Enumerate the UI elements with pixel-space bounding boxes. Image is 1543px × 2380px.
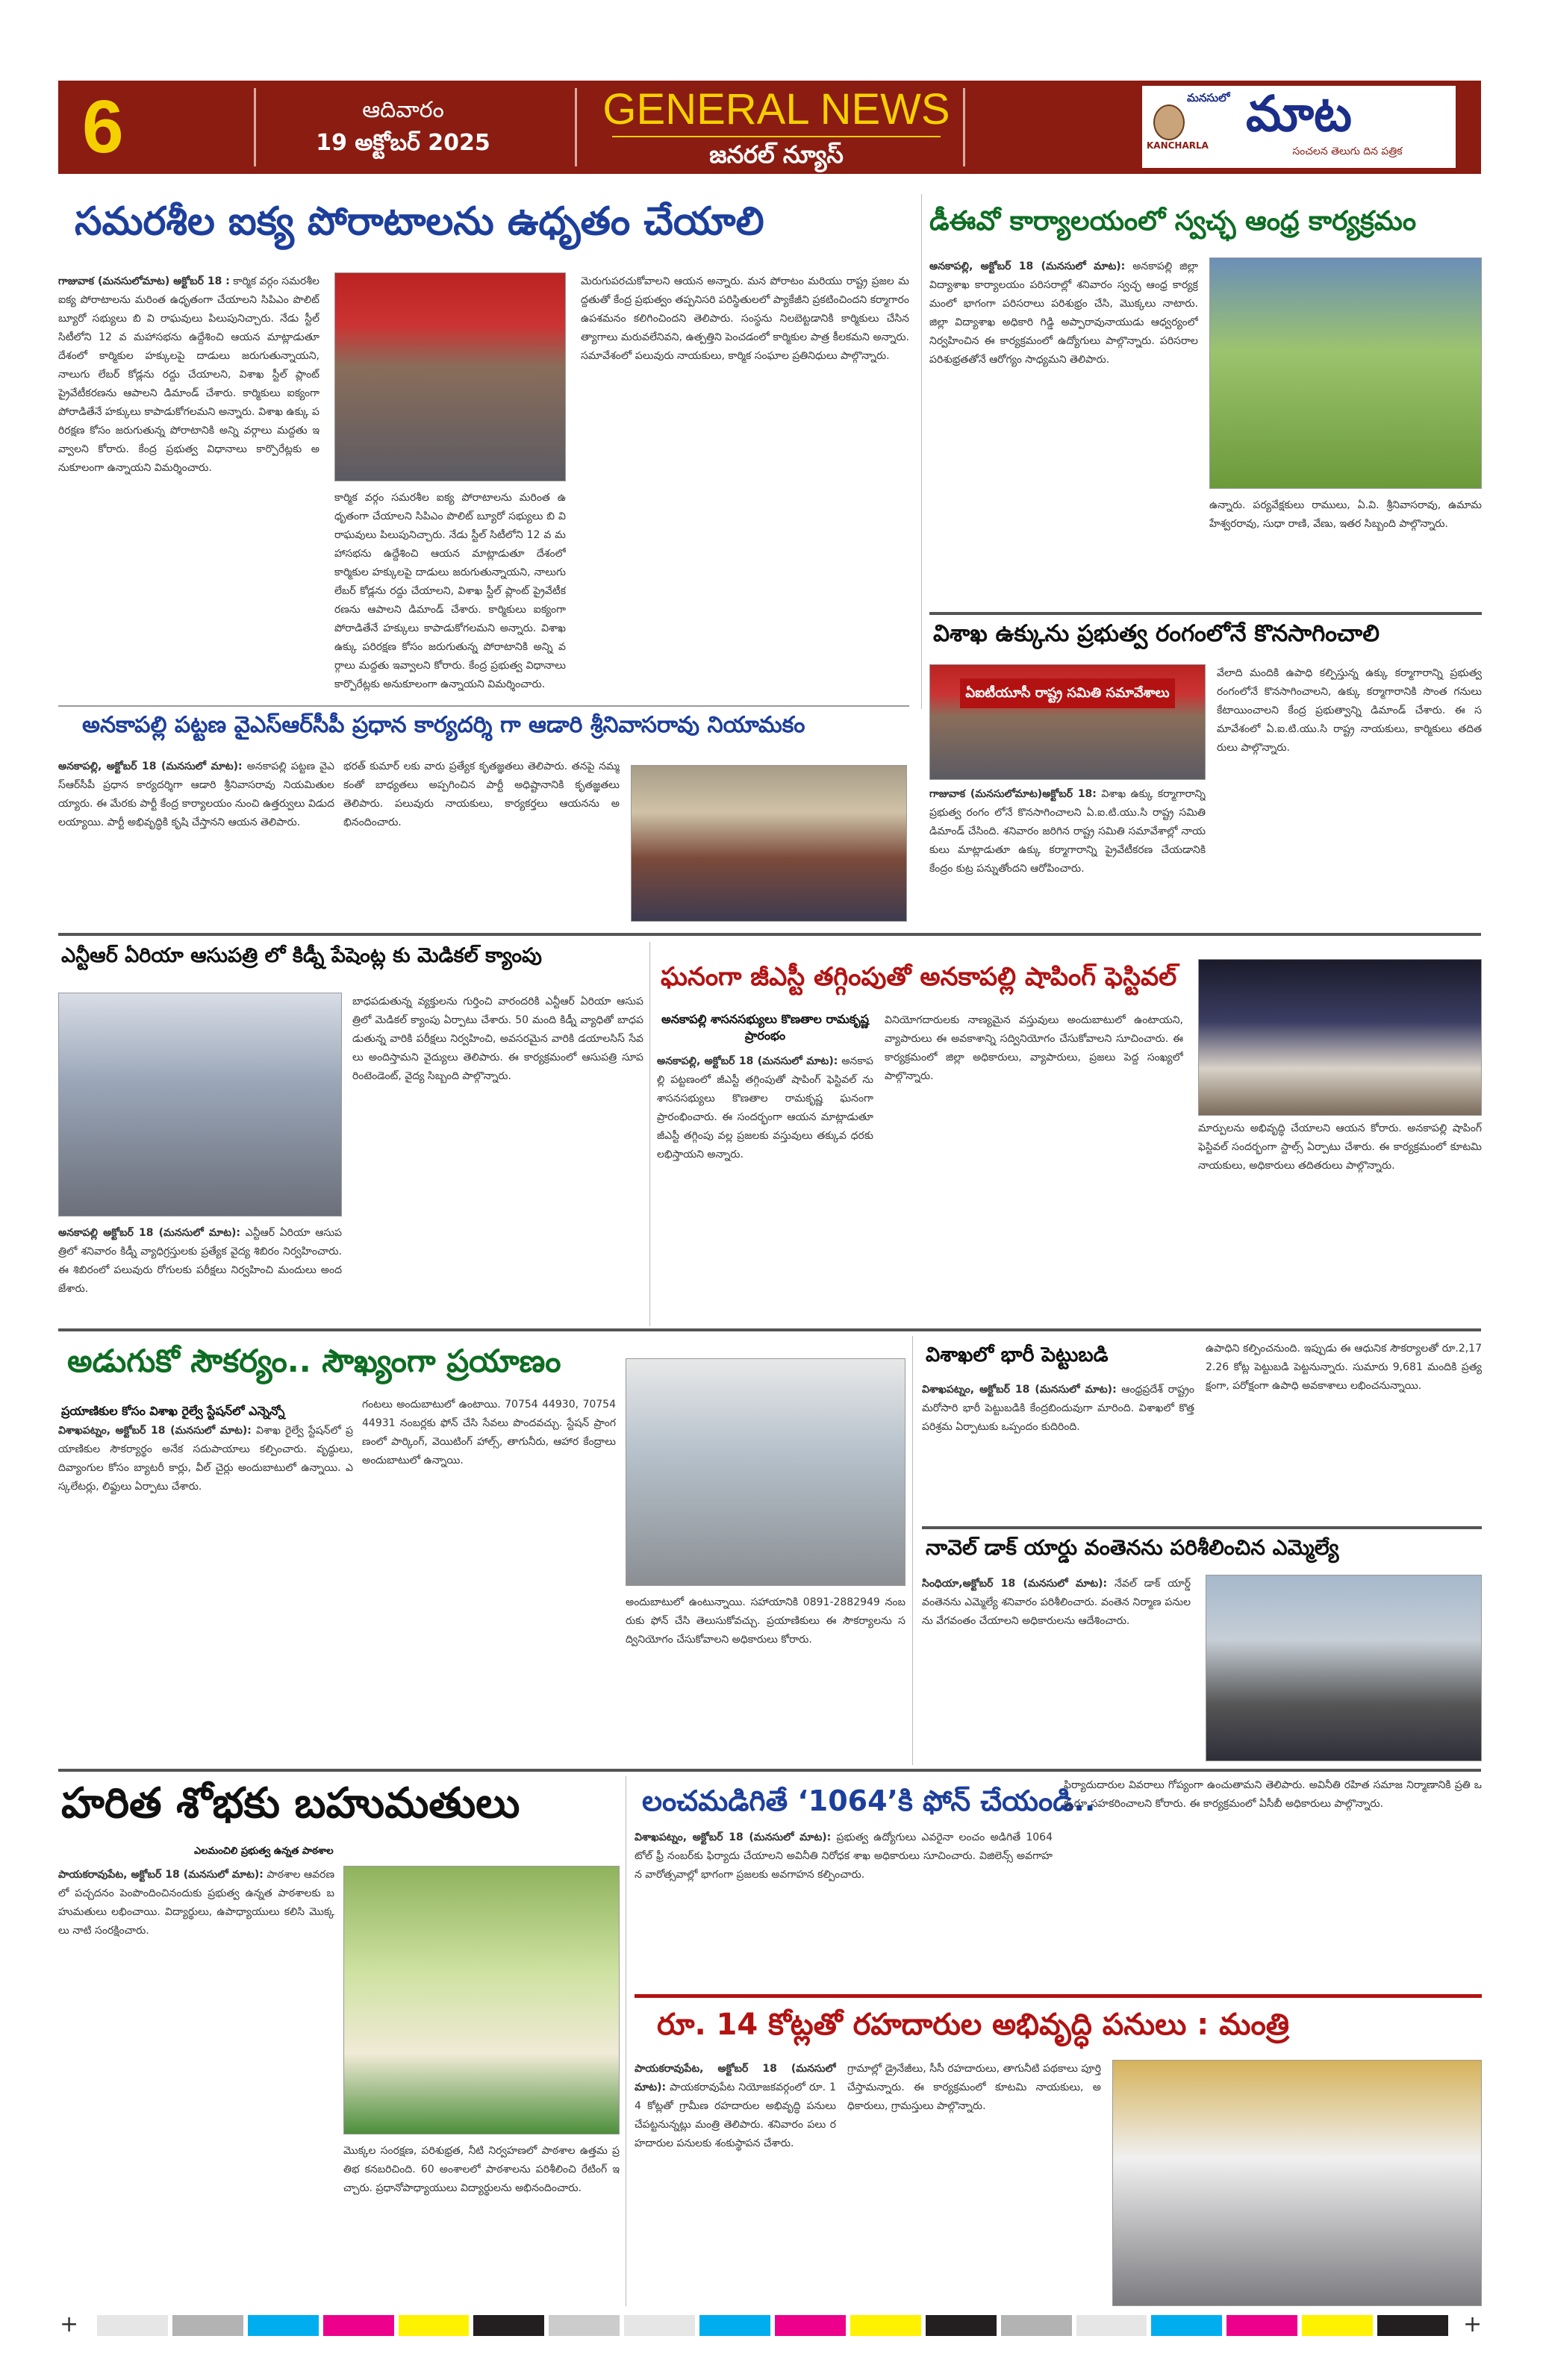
article-text: ఉన్నారు. పర్యవేక్షకులు రాములు, ఏ.వి. శ్రీనివాసరావు, ఉమామహేశ్వరరావు, సుధా రాణి, వేణు, ఇతర సిబ్బంది పాల్గొన్నారు. — [1209, 499, 1482, 530]
swatch — [97, 2315, 168, 2336]
article-text: మెరుగుపరచుకోవాలని ఆయన అన్నారు. మన పోరాటం మరియు రాష్ట్ర ప్రజల మద్దతుతో కేంద్ర ప్రభుత్వం తప్పనిసరి పరిస్థితులలో ప్యాకేజీని ప్రకటించిందని కర్మాగారం ఉపశమనం కలిగించిందని తెలిపారు. సంస్థను నిలబెట్టడానికి కార్మికులు చేసిన త్యాగాలు మరువలేనివని, ఉత్పత్తిని పెంచడంలో కార్మికుల పాత్ర కీలకమని అన్నారు. సమావేశంలో పలువురు నాయకులు, కార్మిక సంఘాల ప్రతినిధులు పాల్గొన్నారు. — [581, 275, 909, 362]
dateline: పాయకరావుపేట, అక్టోబర్ 18 (మనసులో మాట): — [58, 1869, 264, 1881]
article-text: పాఠశాల ఆవరణలో పచ్చదనం పెంపొందించినందుకు ప్రభుత్వ ఉన్నత పాఠశాలకు బహుమతులు లభించాయి. విద్యార్థులు, ఉపాధ్యాయులు కలిసి మొక్కలు నాటి సంరక్షించారు. — [58, 1869, 334, 1937]
article-cleanliness-cont — [1209, 496, 1482, 608]
weekday: ఆదివారం — [362, 97, 444, 123]
greenery-subhead: ఎలమంచిలి ప్రభుత్వ ఉన్నత పాఠశాల — [194, 1846, 334, 1857]
swatch — [1151, 2315, 1222, 2336]
article-struggles-right — [581, 272, 909, 713]
dateline: విశాఖపట్నం, అక్టోబర్ 18 (మనసులో మాట): — [635, 1831, 832, 1843]
dateline: గాజువాక (మనసులోమాట) అక్టోబర్ 18 : — [58, 275, 230, 287]
article-text: అనకాపల్లి పట్టణ వైఎస్ఆర్‌సీపీ ప్రధాన కార్యదర్శిగా ఆడారి శ్రీనివాసరావు నియమితులయ్యారు. ఈ మేరకు పార్టీ కేంద్ర కార్యాలయం నుంచి ఉత్తర్వులు విడుదలయ్యాయి. పార్టీ అభివృద్ధికి కృషి చేస్తానని ఆయన తెలిపారు. — [58, 760, 334, 828]
article-text: అందుబాటులో ఉంటున్నాయి. సహాయానికి 0891-2882949 నంబరుకు ఫోన్ చేసి తెలుసుకోవచ్చు. ప్రయాణికులు ఈ సౌకర్యాలను సద్వినియోగం చేసుకోవాలని అధికారులు కోరారు. — [626, 1596, 905, 1646]
article-railway-mid — [362, 1396, 616, 1765]
article-roads-left — [635, 2060, 836, 2306]
page-number: 6 — [82, 85, 124, 169]
article-corruption-right — [1064, 1776, 1482, 1989]
article-text: అనకాపల్లి పట్టణంలో జీఎస్టీ తగ్గింపుతో షాపింగ్ ఫెస్టివల్ ను శాసనసభ్యులు కొణతాల రామకృష్ణ ఘనంగా ప్రారంభించారు. ఈ సందర్భంగా ఆయన మాట్లాడుతూ జీఎస్టీ తగ్గింపు వల్ల ప్రజలకు వస్తువులు తక్కువ ధరకు లభిస్తాయని అన్నారు. — [657, 1055, 873, 1161]
column-divider — [649, 942, 650, 1326]
photo-shopping-festival — [1198, 959, 1482, 1116]
article-text: ఎన్టీఆర్ ఏరియా ఆసుపత్రిలో శనివారం కిడ్నీ వ్యాధిగ్రస్తులకు ప్రత్యేక వైద్య శిబిరం నిర్వహించారు. ఈ శిబిరంలో పలువురు రోగులకు పరీక్షలు నిర్వహించి మందులు అందజేశారు. — [58, 1227, 342, 1295]
headline-kidney: ఎన్టీఆర్ ఏరియా ఆసుపత్రి లో కిడ్నీ పేషెంట్ల కు మెడికల్ క్యాంపు — [61, 944, 542, 967]
dateline: అనకాపల్లి అక్టోబర్ 18 (మనసులో మాట): — [58, 1227, 241, 1239]
section-rule — [929, 612, 1482, 615]
article-kidney-left — [58, 1224, 342, 1321]
swatch — [1226, 2315, 1297, 2336]
logo-tagline: సంచలన తెలుగు దిన పత్రిక — [1292, 146, 1403, 157]
article-text: విశాఖ రైల్వే స్టేషన్‌లో ప్రయాణికుల సౌకర్యార్థం అనేక సదుపాయాలు కల్పించారు. వృద్ధులు, దివ్యాంగుల కోసం బ్యాటరీ కార్లు, వీల్ చైర్లు అందుబాటులో ఉన్నాయి. ఎస్కలేటర్లు, లిఫ్టులు ఏర్పాటు చేశారు. — [58, 1425, 353, 1493]
railway-subhead: ప్రయాణికుల కోసం విశాఖ రైల్వే స్టేషన్‌లో ఎన్నెన్నో — [61, 1404, 285, 1418]
article-text: ప్రభుత్వ ఉద్యోగులు ఎవరైనా లంచం అడిగితే 1064 టోల్ ఫ్రీ నంబర్‌కు ఫిర్యాదు చేయాలని అవినీతి నిరోధక శాఖ అధికారులు సూచించారు. విజిలెన్స్ అవగాహన వారోత్సవాల్లో భాగంగా ప్రజలకు అవగాహన కల్పించారు. — [635, 1831, 1053, 1881]
dateline: సింధియా,అక్టోబర్ 18 (మనసులో మాట): — [922, 1578, 1108, 1590]
article-text: మొక్కల సంరక్షణ, పరిశుభ్రత, నీటి నిర్వహణలో పాఠశాల ఉత్తమ ప్రతిభ కనబరిచింది. 60 అంశాలలో పాఠశాలను పరిశీలించి రేటింగ్ ఇచ్చారు. ప్రధానోపాధ్యాయులు విద్యార్థులను అభినందించారు. — [343, 2145, 620, 2194]
article-text: వినియోగదారులకు నాణ్యమైన వస్తువులు అందుబాటులో ఉంటాయని, వ్యాపారులు ఈ అవకాశాన్ని సద్వినియోగం చేసుకోవాలని సూచించారు. ఈ కార్యక్రమంలో జిల్లా అధికారులు, వ్యాపారులు, ప్రజలు పెద్ద సంఖ్యలో పాల్గొన్నారు. — [885, 1014, 1183, 1082]
article-gst-right — [1198, 1119, 1482, 1321]
article-gst-left — [657, 1052, 873, 1321]
article-text: కార్మిక వర్గం సమరశీల ఐక్య పోరాటాలను మరింత ఉధృతంగా చేయాలని సిపిఎం పొలిట్ బ్యూరో సభ్యులు బి వి రాఘవులు పిలుపునిచ్చారు. నేడు స్టీల్ సిటీలోని 12 వ మహాసభను ఉద్దేశించి ఆయన మాట్లాడుతూ దేశంలో కార్మికుల హక్కులపై దాడులు జరుగుతున్నాయని, నాలుగు లేబర్ కోడ్లను రద్దు చేయాలని, విశాఖ స్టీల్ ప్లాంట్ ప్రైవేటీకరణను ఆపాలని డిమాండ్ చేశారు. కార్మికులు ఐక్యంగా పోరాడితేనే హక్కులు కాపాడుకోగలమని అన్నారు. విశాఖ ఉక్కు పరిరక్షణ కోసం జరుగుతున్న పోరాటానికి అన్ని వర్గాలు మద్దతు ఇవ్వాలని కోరారు. కేంద్ర ప్రభుత్వ విధానాలు కార్పొరేట్లకు అనుకూలంగా ఉన్నాయని విమర్శించారు. — [334, 492, 566, 690]
headline-appointment: అనకాపల్లి పట్టణ వైఎస్ఆర్‌సీపీ ప్రధాన కార్యదర్శి గా ఆడారి శ్రీనివాసరావు నియామకం — [82, 712, 805, 738]
section-rule — [58, 933, 1481, 936]
photo-conference-hall — [334, 272, 566, 481]
article-greenery-left — [58, 1866, 334, 2306]
article-railway-left — [58, 1422, 353, 1765]
article-struggles-mid — [334, 489, 566, 713]
headline-naval: నావెల్ డాక్ యార్డు వంతెనను పరిశీలించిన ఎమ్మెల్యే — [926, 1535, 1339, 1560]
section-title-rule — [612, 136, 941, 137]
swatch — [775, 2315, 846, 2336]
dateline: పాయకరావుపేట, అక్టోబర్ 18 (మనసులో మాట): — [635, 2063, 836, 2093]
headline-gst-festival: ఘనంగా జీఎస్టీ తగ్గింపుతో అనకాపల్లి షాపింగ్ ఫెస్టివల్ — [661, 962, 1177, 992]
color-calibration-strip — [97, 2315, 1448, 2336]
article-investment-right — [1206, 1340, 1482, 1522]
swatch — [926, 2315, 997, 2336]
article-text: విశాఖ ఉక్కు కర్మాగారాన్ని ప్రభుత్వ రంగం లోనే కొనసాగించాలని ఏ.ఐ.టి.యు.సి రాష్ట్ర సమితి డిమాండ్ చేసింది. శనివారం జరిగిన రాష్ట్ర సమితి సమావేశాల్లో నాయకులు మాట్లాడుతూ ఉక్కు కర్మాగారాన్ని ప్రైవేటీకరణ చేయడానికి కేంద్రం కుట్ర పన్నుతోందని ఆరోపించారు. — [929, 788, 1206, 875]
article-appointment-left — [58, 758, 334, 929]
swatch — [172, 2315, 243, 2336]
swatch — [1001, 2315, 1072, 2336]
gst-subhead: అనకాపల్లి శాసనసభ్యులు కొణతాల రామకృష్ణ ప్రారంభం — [661, 1012, 870, 1043]
photo-battery-car — [626, 1358, 905, 1586]
section-rule — [58, 705, 909, 707]
swatch — [699, 2315, 770, 2336]
swatch — [1377, 2315, 1448, 2336]
section-title-telugu: జనరల్ న్యూస్ — [709, 140, 844, 169]
article-text: కార్మిక వర్గం సమరశీల ఐక్య పోరాటాలను మరింత ఉధృతంగా చేయాలని సిపిఎం పొలిట్ బ్యూరో సభ్యులు బి వి రాఘవులు పిలుపునిచ్చారు. నేడు స్టీల్ సిటీలోని 12 వ మహాసభను ఉద్దేశించి ఆయన మాట్లాడుతూ దేశంలో కార్మికుల హక్కులపై దాడులు జరుగుతున్నాయని, నాలుగు లేబర్ కోడ్లను రద్దు చేయాలని, విశాఖ స్టీల్ ప్లాంట్ ప్రైవేటీకరణను ఆపాలని డిమాండ్ చేశారు. కార్మికులు ఐక్యంగా పోరాడితేనే హక్కులు కాపాడుకోగలమని అన్నారు. విశాఖ ఉక్కు పరిరక్షణ కోసం జరుగుతున్న పోరాటానికి అన్ని వర్గాలు మద్దతు ఇవ్వాలని కోరారు. కేంద్ర ప్రభుత్వ విధానాలు కార్పొరేట్లకు అనుకూలంగా ఉన్నాయని విమర్శించారు. — [58, 275, 319, 474]
dateline: విశాఖపట్నం, అక్టోబర్ 18 (మనసులో మాట): — [58, 1425, 252, 1437]
logo-place: KANCHARLA — [1147, 140, 1209, 151]
headline-steel: విశాఖ ఉక్కును ప్రభుత్వ రంగంలోనే కొనసాగించాలి — [933, 620, 1380, 647]
headline-investment: విశాఖలో భారీ పెట్టుబడి — [926, 1343, 1109, 1367]
column-divider — [921, 194, 922, 709]
logo-small-text: మనసులో — [1187, 91, 1230, 104]
article-naval-left — [922, 1575, 1191, 1761]
masthead-divider — [254, 88, 256, 166]
photo-aituc-meeting — [929, 664, 1206, 780]
masthead-divider — [575, 88, 577, 166]
article-text: మార్పులను అభివృద్ధి చేయాలని ఆయన కోరారు. అనకాపల్లి షాపింగ్ ఫెస్టివల్ సందర్భంగా స్టాల్స్ ఏర్పాటు చేశారు. ఈ కార్యక్రమంలో కూటమి నాయకులు, అధికారులు తదితరులు పాల్గొన్నారు. — [1198, 1122, 1482, 1172]
founder-portrait-icon — [1153, 104, 1185, 140]
section-title-english: GENERAL NEWS — [602, 85, 950, 134]
section-rule — [635, 1994, 1482, 1998]
article-appointment-right — [343, 758, 620, 929]
article-text: భరత్ కుమార్ లకు వారు ప్రత్యేక కృతజ్ఞతలు తెలిపారు. తనపై నమ్మకంతో బాధ్యతలు అప్పగించిన పార్టీ అధిష్టానానికి కృతజ్ఞతలు తెలిపారు. పలువురు నాయకులు, కార్యకర్తలు ఆయనను అభినందించారు. — [343, 760, 620, 828]
swatch — [624, 2315, 695, 2336]
article-text: వేలాది మందికి ఉపాధి కల్పిస్తున్న ఉక్కు కర్మాగారాన్ని ప్రభుత్వ రంగంలోనే కొనసాగించాలని, ఉక్కు కర్మాగారానికి సొంత గనులు కేటాయించాలని కేంద్ర ప్రభుత్వాన్ని డిమాండ్ చేశారు. ఈ సమావేశంలో ఏ.ఐ.టి.యు.సి రాష్ట్ర నాయకులు, కార్మికులు తదితరులు పాల్గొన్నారు. — [1217, 667, 1482, 754]
photo-school-greenery — [343, 1866, 620, 2134]
swatch — [850, 2315, 921, 2336]
article-cleanliness — [929, 257, 1198, 608]
dateline: గాజువాక (మనసులోమాట)అక్టోబర్ 18: — [929, 788, 1097, 800]
dateline: అనకాపల్లి, అక్టోబర్ 18 (మనసులో మాట): — [657, 1055, 838, 1067]
article-railway-right — [626, 1593, 905, 1765]
headline-cleanliness: డీఈవో కార్యాలయంలో స్వచ్ఛ ఆంధ్ర కార్యక్రమం — [929, 206, 1417, 237]
headline-struggles: సమరశీల ఐక్య పోరాటాలను ఉధృతం చేయాలి — [75, 199, 764, 244]
article-text: బాధపడుతున్న వ్యక్తులను గుర్తించి వారందరికి ఎన్టీఆర్ ఏరియా ఆసుపత్రిలో మెడికల్ క్యాంపు ఏర్పాటు చేశారు. 50 మంది కిడ్నీ వ్యాధితో బాధపడుతున్న వారికి పరీక్షలు నిర్వహించి, అవసరమైన వారికి డయాలసిస్ సేవలు అందిస్తామని వైద్యులు తెలిపారు. ఈ కార్యక్రమంలో ఆసుపత్రి సూపరింటెండెంట్, వైద్య సిబ్బంది పాల్గొన్నారు. — [352, 996, 643, 1082]
masthead-date-block — [291, 94, 515, 160]
article-roads-right — [847, 2060, 1101, 2306]
article-text: ఆంధ్రప్రదేశ్ రాష్ట్రం మరోసారి భారీ పెట్టుబడికి కేంద్రబిందువుగా మారింది. విశాఖలో కొత్త పరిశ్రమ ఏర్పాటుకు ఒప్పందం కుదిరింది. — [922, 1384, 1194, 1433]
swatch — [473, 2315, 544, 2336]
photo-medical-camp — [58, 993, 342, 1216]
photo-road-foundation — [1112, 2060, 1482, 2306]
article-text: ఫిర్యాదుదారుల వివరాలు గోప్యంగా ఉంచుతామని తెలిపారు. అవినీతి రహిత సమాజ నిర్మాణానికి ప్రతి ఒక్కరూ సహకరించాలని కోరారు. ఈ కార్యక్రమంలో ఏసీబీ అధికారులు పాల్గొన్నారు. — [1064, 1779, 1482, 1810]
headline-corruption: లంచమడిగితే ‘1064’కి ఫోన్ చేయండి.. — [642, 1784, 1096, 1817]
headline-greenery: హరిత శోభకు బహుమతులు — [61, 1779, 520, 1828]
section-rule — [58, 1769, 1481, 1772]
aituc-banner: ఏఐటీయూసీ రాష్ట్ర సమితి సమావేశాలు — [960, 678, 1175, 708]
registration-mark-icon: + — [60, 2311, 79, 2337]
photo-cleanliness-drive — [1209, 257, 1482, 489]
registration-mark-icon: + — [1463, 2311, 1483, 2337]
article-greenery-mid — [343, 2142, 620, 2306]
article-text: ఉపాధిని కల్పించనుంది. ఇప్పుడు ఈ ఆధునిక సౌకర్యాలతో రూ.2,172.26 కోట్ల పెట్టుబడి పెట్టనున్నారు. సుమారు 9,681 మందికి ప్రత్యక్షంగా, పరోక్షంగా ఉపాధి అవకాశాలు లభించనున్నాయి. — [1206, 1343, 1482, 1392]
article-gst-mid — [885, 1011, 1183, 1321]
article-investment-left — [922, 1381, 1194, 1522]
article-steel-left — [929, 785, 1206, 923]
swatch — [323, 2315, 394, 2336]
swatch — [1302, 2315, 1373, 2336]
article-text: గ్రామాల్లో డ్రైనేజీలు, సీసీ రహదారులు, తాగునీటి పథకాలు పూర్తి చేస్తామన్నారు. ఈ కార్యక్రమంలో కూటమి నాయకులు, అధికారులు, గ్రామస్తులు పాల్గొన్నారు. — [847, 2063, 1101, 2112]
article-text: అనకాపల్లి జిల్లా విద్యాశాఖ కార్యాలయం పరిసరాల్లో శనివారం స్వచ్ఛ ఆంధ్ర కార్యక్రమంలో భాగంగా పరిసరాలు పరిశుభ్రం చేసి, మొక్కలు నాటారు. జిల్లా విద్యాశాఖ అధికారి గిడ్డి అప్పారావునాయుడు ఆధ్వర్యంలో నిర్వహించిన ఈ కార్యక్రమంలో ఉద్యోగులు పాల్గొన్నారు. పరిసరాల పరిశుభ్రతతోనే ఆరోగ్యం సాధ్యమని తెలిపారు. — [929, 260, 1198, 366]
dateline: అనకాపల్లి, అక్టోబర్ 18 (మనసులో మాట): — [929, 260, 1126, 272]
swatch — [549, 2315, 620, 2336]
swatch — [399, 2315, 470, 2336]
article-steel-right — [1217, 664, 1482, 923]
dateline: విశాఖపట్నం, అక్టోబర్ 18 (మనసులో మాట): — [922, 1384, 1117, 1396]
section-rule — [58, 1328, 1481, 1331]
column-divider — [912, 1336, 913, 1765]
photo-appointment-group — [631, 765, 907, 922]
article-corruption-left — [635, 1828, 1053, 1989]
photo-naval-bridge — [1206, 1575, 1482, 1761]
article-kidney-right — [352, 993, 643, 1321]
article-struggles-left — [58, 272, 319, 713]
swatch — [248, 2315, 319, 2336]
article-text: గంటలు అందుబాటులో ఉంటాయి. 70754 44930, 70754 44931 నంబర్లకు ఫోన్ చేసి సేవలు పొందవచ్చు. స్టేషన్ ప్రాంగణంలో పార్కింగ్, వెయిటింగ్ హాల్స్, తాగునీరు, ఆహార కేంద్రాలు అందుబాటులో ఉన్నాయి. — [362, 1399, 616, 1467]
article-text: పాయకరావుపేట నియోజకవర్గంలో రూ. 14 కోట్లతో గ్రామీణ రహదారుల అభివృద్ధి పనులు చేపట్టనున్నట్లు మంత్రి తెలిపారు. శనివారం పలు రహదారుల పనులకు శంకుస్థాపన చేశారు. — [635, 2081, 836, 2149]
dateline: అనకాపల్లి, అక్టోబర్ 18 (మనసులో మాట): — [58, 760, 243, 772]
section-rule — [922, 1526, 1482, 1529]
issue-date: 19 అక్టోబర్ 2025 — [316, 130, 490, 156]
article-text: నేవల్ డాక్ యార్డ్ వంతెనను ఎమ్మెల్యే శనివారం పరిశీలించారు. వంతెన నిర్మాణ పనులను వేగవంతం చేయాలని అధికారులను ఆదేశించారు. — [922, 1578, 1191, 1627]
logo-main-text: మాట — [1246, 85, 1352, 143]
swatch — [1076, 2315, 1147, 2336]
headline-roads: రూ. 14 కోట్లతో రహదారుల అభివృద్ధి పనులు : మంత్రి — [657, 2008, 1290, 2042]
masthead-divider — [963, 88, 965, 166]
headline-railway: అడుగుకో సౌకర్యం.. సౌఖ్యంగా ప్రయాణం — [67, 1343, 561, 1379]
